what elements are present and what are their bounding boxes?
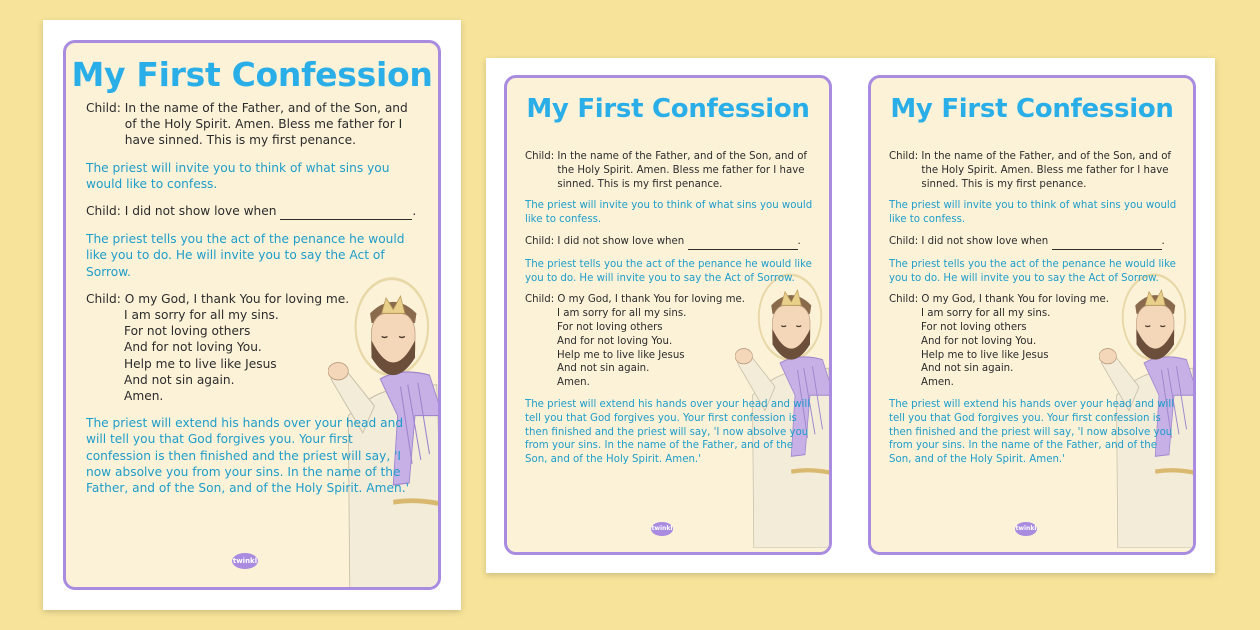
card-body: [889, 150, 1181, 467]
child-love-text: I did not show love when: [921, 235, 1049, 247]
priest-absolve-text: The priest will extend his hands over your head and will tell you that God forgives you. Your first confession is then finished and the priest will say, 'I now absolve you from your sins. In the name of the Father, and of the Son, and of the Holy Spirit. Amen.': [889, 398, 1175, 466]
prayer-line: And not sin again.: [124, 372, 235, 387]
child-love-text: I did not show love when: [124, 204, 277, 219]
small-confession-card-left: [504, 75, 832, 555]
priest-penance-text: The priest tells you the act of the penance he would like you to do. He will invite you to say the Act of Sorrow.: [86, 232, 405, 279]
answer-blank-line[interactable]: [688, 235, 798, 250]
child-love-line: Child: I did not show love when .: [86, 203, 421, 220]
prayer-line: Amen.: [124, 389, 164, 404]
prayer-line: Help me to live like Jesus: [921, 349, 1049, 361]
prayer-line: I am sorry for all my sins.: [921, 308, 1051, 320]
twinkl-logo: twinkl: [1015, 522, 1037, 536]
priest-absolve-text: The priest will extend his hands over your head and will tell you that God forgives you. Your first confession is then finished and the priest will say, 'I now absolve you from your sins. In the name of the Father, and of the Son, and of the Holy Spirit. Amen.': [525, 398, 811, 466]
child-label: Child:: [525, 151, 555, 162]
prayer-line: And for not loving You.: [557, 335, 673, 347]
prayer-line: For not loving others: [921, 321, 1027, 333]
child-prayer-first-line: O my God, I thank You for loving me.: [557, 294, 745, 306]
prayer-line: And not sin again.: [557, 363, 650, 375]
twinkl-logo: twinkl: [651, 522, 673, 536]
child-label: Child:: [86, 101, 121, 115]
child-prayer: [86, 291, 421, 404]
child-label: Child:: [525, 235, 555, 247]
card-title: My First Confession: [890, 94, 1174, 124]
priest-invite-text: The priest will invite you to think of what sins you would like to confess.: [86, 160, 390, 191]
answer-blank-line[interactable]: [280, 203, 412, 220]
prayer-line: Amen.: [557, 377, 590, 389]
card-title: My First Confession: [71, 55, 433, 94]
child-prayer: [525, 293, 817, 390]
answer-blank-line[interactable]: [1052, 235, 1162, 250]
child-opening: [86, 100, 421, 149]
child-opening-text: In the name of the Father, and of the Son, and of the Holy Spirit. Amen. Bless me father for I have sinned. This is my first penance.: [557, 151, 808, 190]
small-confession-card-right: [868, 75, 1196, 555]
large-confession-card: [63, 40, 441, 590]
prayer-line: I am sorry for all my sins.: [557, 308, 687, 320]
prayer-line: For not loving others: [557, 321, 663, 333]
child-love-line: Child: I did not show love when .: [889, 235, 1181, 250]
twinkl-logo: twinkl: [232, 553, 258, 569]
prayer-line: And for not loving You.: [124, 340, 262, 355]
prayer-line: And not sin again.: [921, 363, 1014, 375]
child-opening: [889, 150, 1181, 191]
child-label: Child:: [86, 291, 121, 306]
prayer-line: Amen.: [921, 377, 954, 389]
prayer-line: Help me to live like Jesus: [124, 356, 277, 371]
priest-penance-text: The priest tells you the act of the penance he would like you to do. He will invite you to say the Act of Sorrow.: [525, 258, 812, 284]
card-title: My First Confession: [526, 94, 810, 124]
child-opening-text: In the name of the Father, and of the Son, and of the Holy Spirit. Amen. Bless me father for I have sinned. This is my first penance.: [921, 151, 1172, 190]
child-label: Child:: [889, 294, 919, 306]
child-label: Child:: [525, 294, 555, 306]
priest-invite-text: The priest will invite you to think of what sins you would like to confess.: [889, 200, 1177, 226]
child-opening-text: In the name of the Father, and of the Son, and of the Holy Spirit. Amen. Bless me father for I have sinned. This is my first penance.: [124, 101, 408, 148]
child-opening: [525, 150, 817, 191]
prayer-line: I am sorry for all my sins.: [124, 308, 279, 323]
priest-absolve-text: The priest will extend his hands over your head and will tell you that God forgives you. Your first confession is then finished and the priest will say, 'I now absolve you from your sins. In the name of the Father, and of the Son, and of the Holy Spirit. Amen.': [86, 416, 409, 496]
prayer-line: For not loving others: [124, 324, 251, 339]
child-love-line: Child: I did not show love when .: [525, 235, 817, 250]
child-label: Child:: [889, 235, 919, 247]
child-label: Child:: [889, 151, 919, 162]
child-love-text: I did not show love when: [557, 235, 685, 247]
priest-penance-text: The priest tells you the act of the penance he would like you to do. He will invite you to say the Act of Sorrow.: [889, 258, 1176, 284]
priest-invite-text: The priest will invite you to think of what sins you would like to confess.: [525, 200, 813, 226]
card-body: [525, 150, 817, 467]
child-prayer-first-line: O my God, I thank You for loving me.: [124, 291, 350, 306]
child-label: Child:: [86, 204, 121, 219]
prayer-line: And for not loving You.: [921, 335, 1037, 347]
child-prayer-first-line: O my God, I thank You for loving me.: [921, 294, 1109, 306]
child-prayer: [889, 293, 1181, 390]
card-body: [86, 100, 421, 496]
prayer-line: Help me to live like Jesus: [557, 349, 685, 361]
